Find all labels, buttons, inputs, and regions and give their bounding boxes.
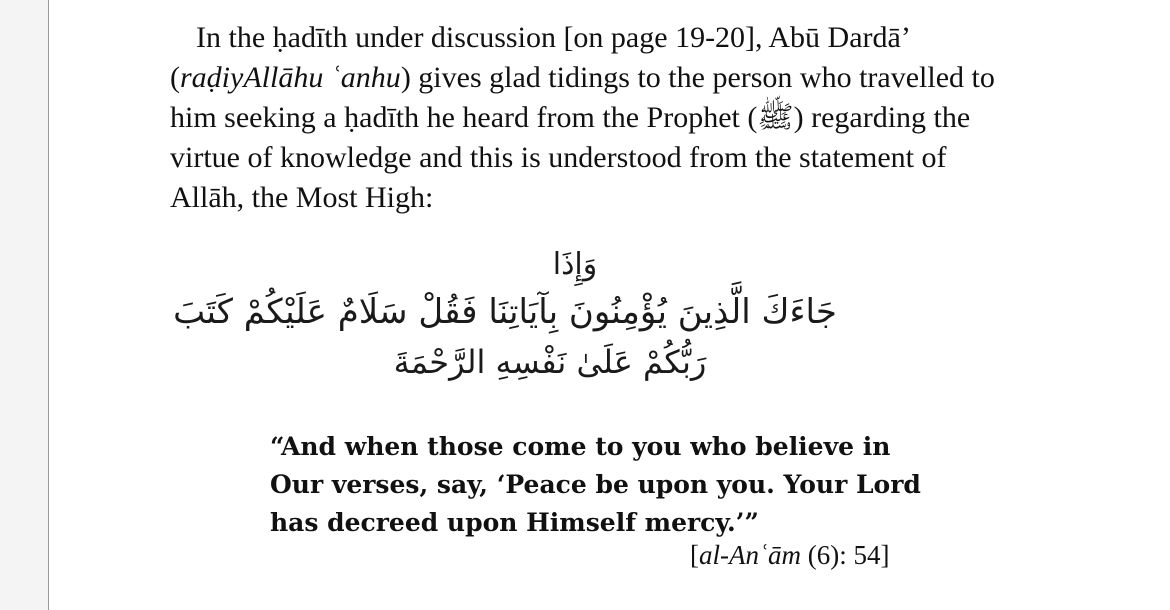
verse-translation: “And when those come to you who believe in Our verses, say, ‘Peace be upon you. Your Lord has decreed upon Himself mercy.’” [270, 432, 921, 537]
paragraph-text-2: ) gives glad tidings to the person who travelled to him seeking a ḥadīth he heard from the Prophet (ﷺ) regarding the virtue of knowledge and this is understood from the statement of Allāh, the Most High: [170, 61, 995, 214]
body-paragraph [170, 18, 1020, 218]
quran-arabic-line-1: وَإِذَا [552, 247, 598, 282]
citation-reference: (6): 54] [800, 540, 890, 570]
verse-citation [690, 540, 889, 571]
page-body [170, 18, 1020, 386]
quran-arabic-line-3: رَبُّكُمْ عَلَىٰ نَفْسِهِ الرَّحْمَةَ [393, 343, 707, 381]
citation-surah-name: al-Anʿām [699, 540, 801, 570]
citation-open-bracket: [ [690, 540, 699, 570]
quran-arabic-line-2: جَاءَكَ الَّذِينَ يُؤْمِنُونَ بِآيَاتِنَا فَقُلْ سَلَامٌ عَلَيْكُمْ كَتَبَ [173, 292, 837, 332]
paragraph-text-1: In the ḥadīth under discussion [on page 19-20], Abū Dardā’ ( [170, 21, 909, 94]
paragraph-honorific-italic: raḍiyAllāhu ʿanhu [180, 61, 401, 94]
